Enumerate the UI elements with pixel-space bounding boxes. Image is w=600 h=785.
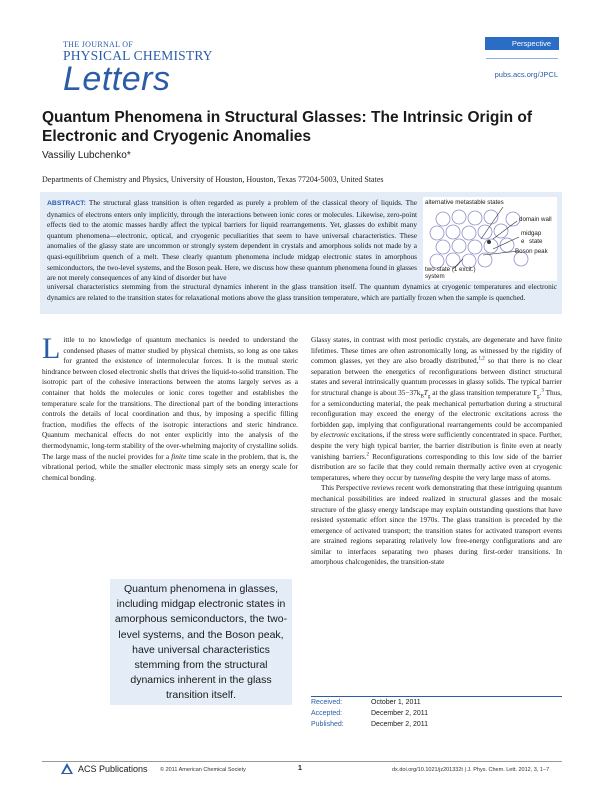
toc-label-midgap: midgap	[521, 230, 542, 237]
toc-label-system: system	[425, 273, 445, 280]
body-paragraph: Glassy states, in contrast with most periodic crystals, are degenerate and have finite lifetimes. These times are often astronomically long, as witnessed by the rigidity of common glasses, yet they are also broadly distributed,$^{1,2}$ so that there is no clear separation between the energetics of reconfigurations between distinct structural states and several intrinsically quantum processes in glassy solids. The typical barrier for structural change is about $35-37k_BT_g$ at the glass transition temperature $T_g.^3$ Thus, for a semiconducting material, the peak mechanical perturbation during a structural reconfiguration may exceed the energy of the electronic excitations across the forbidden gap, implying that configurational rearrangements could be accompanied by electronic excitations, if the stress were sufficiently concentrated in space. Further, despite the very high typical barrier, the barrier distribution is finite even at nearly vanishing barriers.$^2$ Reconfigurations corresponding to this low side of the barrier distribution are so facile that they could remain thermally active even at cryogenic temperatures, where they occur by tunneling despite the very large mass of atoms.	[311, 335, 563, 482]
header-divider	[486, 58, 558, 59]
doi-citation-link[interactable]: dx.doi.org/10.1021/jz201332t | J. Phys. Chem. Lett. 2012, 3, 1−7	[392, 767, 550, 773]
date-row-received: Received: October 1, 2011	[311, 699, 421, 706]
abstract-text	[47, 198, 417, 284]
toc-label-e: e	[521, 238, 525, 245]
body-left-column	[42, 332, 298, 483]
copyright-notice: © 2011 American Chemical Society	[160, 767, 246, 773]
publisher-name: ACS Publications	[78, 764, 148, 774]
author-name[interactable]: Vassiliy Lubchenko*	[42, 150, 131, 161]
toc-graphic	[423, 197, 557, 281]
journal-logo-name: PHYSICAL CHEMISTRY	[63, 48, 213, 63]
toc-label-boson-peak: Boson peak	[515, 248, 548, 255]
publication-dates	[311, 696, 562, 730]
toc-graphic-svg	[423, 197, 557, 281]
citation-link[interactable]: 2	[366, 452, 370, 458]
body-paragraph: This Perspective reviews recent work demonstrating that these intriguing quantum mechanical possibilities are indeed realized in structural glasses and the mosaic structure of the glassy energy landscape may explain outstanding questions that have resisted systematic effort since the 1970s. The glass transition is preceded by the emergence of activated transport; the transition states for activated transport events are strained regions separating relatively low free-energy configurations and are similar to interfaces separating two phases during first-order transitions. In amorphous chalcogenides, the transition-state	[311, 483, 562, 567]
pullquote-text: Quantum phenomena in glasses, including midgap electronic states in amorphous semiconductors, the two-level systems, and the Boson peak, have universal characteristics stemming from the structural dynamics inherent in the glass transition itself.	[114, 583, 288, 702]
toc-label-metastable: alternative metastable states	[425, 199, 504, 206]
date-row-published: Published: December 2, 2011	[311, 720, 429, 728]
toc-label-state: state	[529, 238, 543, 245]
drop-cap: L	[42, 332, 61, 365]
toc-label-domain-wall: domain wall	[519, 216, 552, 223]
acs-publications-logo	[60, 762, 148, 776]
toc-label-two-state: two-state (1 excit.)	[425, 266, 476, 273]
journal-logo	[63, 40, 223, 98]
abstract-text-continued: universal characteristics stemming from the structural dynamics inherent in the glass transition itself. The quantum dynamics at cryogenic temperatures and electronic dynamics are related to the transition states for relaxational motions above the glass transition temperature, which are partially frozen when the sample is quenched.	[47, 282, 557, 302]
author-affiliation: Departments of Chemistry and Physics, University of Houston, Houston, Texas 77204-5003, United States	[42, 175, 384, 184]
page-number: 1	[298, 765, 302, 772]
section-badge: Perspective	[485, 37, 559, 50]
citation-link[interactable]: 1,2	[478, 356, 485, 362]
journal-logo-the: THE JOURNAL OF	[63, 40, 134, 49]
abstract-body: The structural glass transition is often regarded as purely a problem of the classical theory of liquids. The dynamics of electrons enters only implicitly, through the interactions between ionic cores or molecules. Likewise, zero-point effects tied to the atomic masses hardly affect the typical barriers for liquid rearrangements. Yet, glasses do exhibit many quantum phenomena—electronic, optical, and cryogenic peculiarities that seem to have universal characteristics. These anomalies of the glassy state are uncommon or strongly system dependent in crystals and amorphous solids not made by a quasi-equilibrium quench of a melt. These clearly quantum phenomena include midgap electronic states in amorphous semiconductors, the two-level systems, and the Boson peak. Here, we discuss how these quantum phenomena found in glasses are not merely consequences of any kind of disorder but have	[47, 198, 417, 283]
journal-logo-letters: Letters	[63, 60, 171, 98]
abstract-label: ABSTRACT:	[47, 200, 86, 207]
date-row-accepted: Accepted: December 2, 2011	[311, 709, 429, 717]
journal-url-link[interactable]: pubs.acs.org/JPCL	[494, 70, 558, 79]
acs-logo-icon	[60, 762, 74, 776]
body-right-column	[311, 335, 562, 568]
citation-link[interactable]: 3	[541, 388, 544, 394]
article-title: Quantum Phenomena in Structural Glasses: The Intrinsic Origin of Electronic and Cryogenic Anomalies	[42, 109, 533, 145]
body-paragraph: Little to no knowledge of quantum mechanics is needed to understand the condensed phases of matter studied by physical chemists, so long as one takes for granted the existence of intermolecular forces. It is the mutual steric hindrance between closed electronic shells that drives the liquid-to-solid transition. The isotropic part of the cohesive interactions between the atoms largely serves as a container that holds the molecules or ionic cores together and establishes the temperature scale for the transitions. The directional part of the bonding interactions controls the details of local coordination and thus, by imposing a specific filling fraction, modifies the effects of the isotropic interactions and steric hindrance. Quantum mechanical effects do not enter explicitly into the analysis of the thermodynamic, long-term stability of the over-whelming majority of crystalline solids. The large mass of the nuclei provides for a finite time scale in the problem, that is, the vibrational period, while the smaller electronic mass simply sets an energy scale for chemical bonding.	[42, 332, 298, 482]
